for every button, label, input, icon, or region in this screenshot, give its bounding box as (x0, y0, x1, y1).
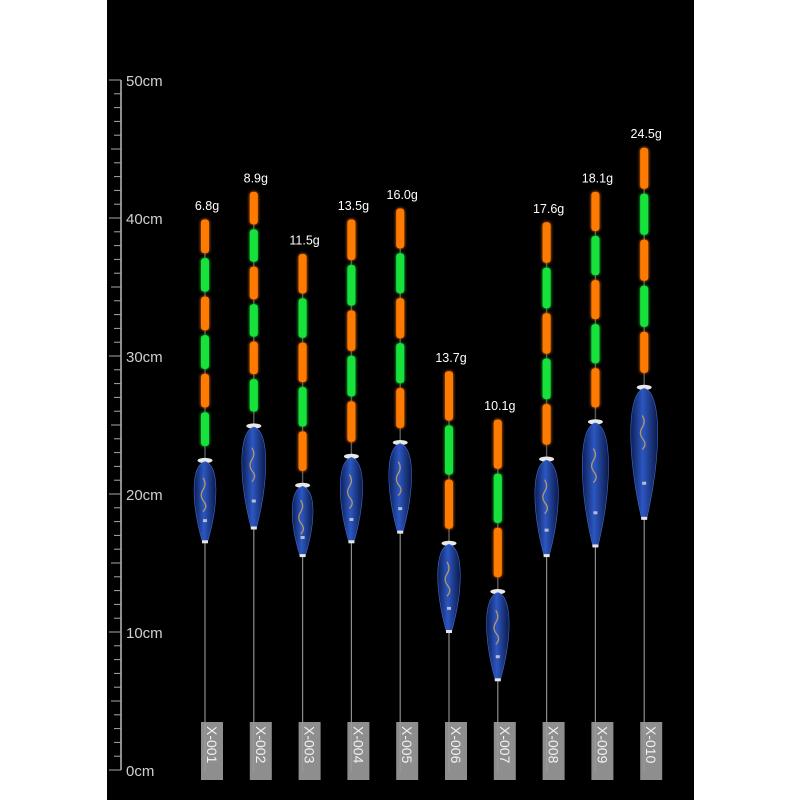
antenna-segment-orange (494, 420, 502, 469)
float-bottom-ring (446, 630, 452, 633)
float-bottom-ring (202, 540, 208, 543)
float-body-mark (203, 519, 207, 522)
weight-label: 13.7g (435, 350, 467, 365)
antenna-segment-orange (396, 208, 404, 248)
weight-label: 16.0g (386, 187, 418, 202)
ruler-tick-label: 30cm (126, 349, 163, 366)
float-bottom-ring (641, 517, 647, 520)
float-x-002 (242, 171, 272, 780)
antenna-segment-orange (347, 220, 355, 260)
float-bottom-ring (348, 540, 354, 543)
antenna-segment-orange (396, 298, 404, 338)
antenna-segment-orange (396, 388, 404, 428)
weight-label: 24.5g (630, 127, 662, 142)
model-label: X-002 (252, 726, 269, 764)
antenna-segment-green (347, 356, 355, 396)
ruler-tick-label: 10cm (126, 625, 163, 642)
float-body-mark (545, 529, 549, 532)
antenna-segment-green (250, 304, 258, 336)
antenna-segment-orange (250, 192, 258, 224)
float-x-004 (338, 199, 370, 780)
model-label: X-005 (399, 726, 416, 764)
float-size-chart (107, 0, 694, 800)
float-body-mark (301, 536, 305, 539)
float-x-008 (533, 202, 565, 780)
antenna-segment-green (543, 268, 551, 308)
antenna-segment-orange (640, 240, 648, 281)
float-body (535, 460, 558, 556)
ruler-tick-label: 40cm (126, 211, 163, 228)
float-x-005 (387, 188, 419, 780)
antenna-segment-green (250, 379, 258, 411)
antenna-segment-orange (445, 480, 453, 529)
antenna-segment-orange (543, 404, 551, 444)
float-body (631, 388, 658, 518)
ruler-tick-label: 0cm (126, 763, 155, 780)
float-body-mark (447, 607, 451, 610)
float-x-006 (435, 351, 467, 780)
model-label: X-010 (643, 726, 660, 764)
weight-label: 17.6g (532, 201, 565, 216)
float-bottom-ring (300, 554, 306, 557)
weight-label: 10.1g (484, 399, 516, 414)
float-x-003 (289, 234, 320, 781)
ruler-tick-label: 50cm (126, 73, 163, 90)
weight-label: 13.5g (337, 199, 370, 213)
float-body (194, 462, 216, 543)
model-label: X-006 (448, 726, 464, 764)
antenna-segment-orange (591, 192, 599, 231)
antenna-segment-orange (640, 148, 648, 189)
weight-label: 11.5g (289, 233, 320, 248)
antenna-segment-green (494, 474, 502, 523)
antenna-segment-green (396, 343, 404, 383)
antenna-segment-orange (591, 368, 599, 407)
float-body-mark (593, 511, 597, 514)
float-body-mark (349, 518, 353, 521)
antenna-segment-green (250, 229, 258, 261)
float-body-mark (642, 482, 646, 485)
antenna-segment-green (591, 324, 599, 363)
weight-label: 6.8g (194, 199, 220, 213)
antenna-segment-green (445, 425, 453, 474)
float-body-mark (496, 655, 500, 658)
antenna-segment-orange (347, 310, 355, 350)
antenna-segment-orange (591, 280, 599, 319)
antenna-segment-orange (445, 371, 453, 420)
antenna-segment-green (299, 298, 307, 337)
weight-label: 8.9g (243, 171, 268, 186)
antenna-segment-orange (250, 342, 258, 374)
antenna-segment-orange (543, 222, 551, 262)
antenna-segment-orange (299, 431, 307, 470)
ruler-tick-label: 20cm (126, 487, 163, 504)
float-body (292, 486, 313, 556)
float-x-009 (582, 171, 614, 780)
ruler (109, 73, 163, 780)
float-bottom-ring (251, 527, 257, 530)
antenna-segment-orange (201, 374, 209, 408)
model-label: X-007 (496, 726, 513, 764)
float-x-007 (484, 399, 516, 780)
antenna-segment-green (591, 236, 599, 275)
antenna-segment-orange (299, 254, 307, 293)
antenna-segment-orange (494, 528, 502, 577)
antenna-segment-orange (201, 220, 209, 254)
antenna-segment-green (396, 253, 404, 293)
float-body (582, 423, 608, 547)
float-x-001 (194, 199, 223, 780)
float-bottom-ring (397, 531, 403, 534)
model-label: X-003 (301, 726, 318, 764)
antenna-segment-green (201, 412, 209, 446)
model-label: X-009 (594, 726, 611, 764)
antenna-segment-orange (201, 297, 209, 331)
float-bottom-ring (495, 678, 501, 681)
model-label: X-008 (545, 726, 562, 764)
antenna-segment-green (640, 286, 648, 327)
floats (194, 127, 662, 780)
float-body-mark (398, 507, 402, 510)
antenna-segment-green (640, 194, 648, 235)
float-bottom-ring (592, 544, 598, 547)
antenna-segment-orange (347, 401, 355, 441)
antenna-segment-green (347, 265, 355, 305)
antenna-segment-orange (543, 313, 551, 353)
antenna-segment-orange (299, 343, 307, 382)
weight-label: 18.1g (581, 171, 614, 186)
float-body-mark (252, 500, 256, 503)
model-label: X-001 (204, 726, 220, 764)
antenna-segment-orange (640, 332, 648, 373)
antenna-segment-green (201, 335, 209, 369)
chart-panel (107, 0, 694, 800)
model-label: X-004 (350, 726, 367, 764)
antenna-segment-green (201, 258, 209, 292)
antenna-segment-green (299, 387, 307, 426)
antenna-segment-orange (250, 267, 258, 299)
antenna-segment-green (543, 359, 551, 399)
float-x-010 (631, 127, 663, 780)
float-bottom-ring (544, 554, 550, 557)
